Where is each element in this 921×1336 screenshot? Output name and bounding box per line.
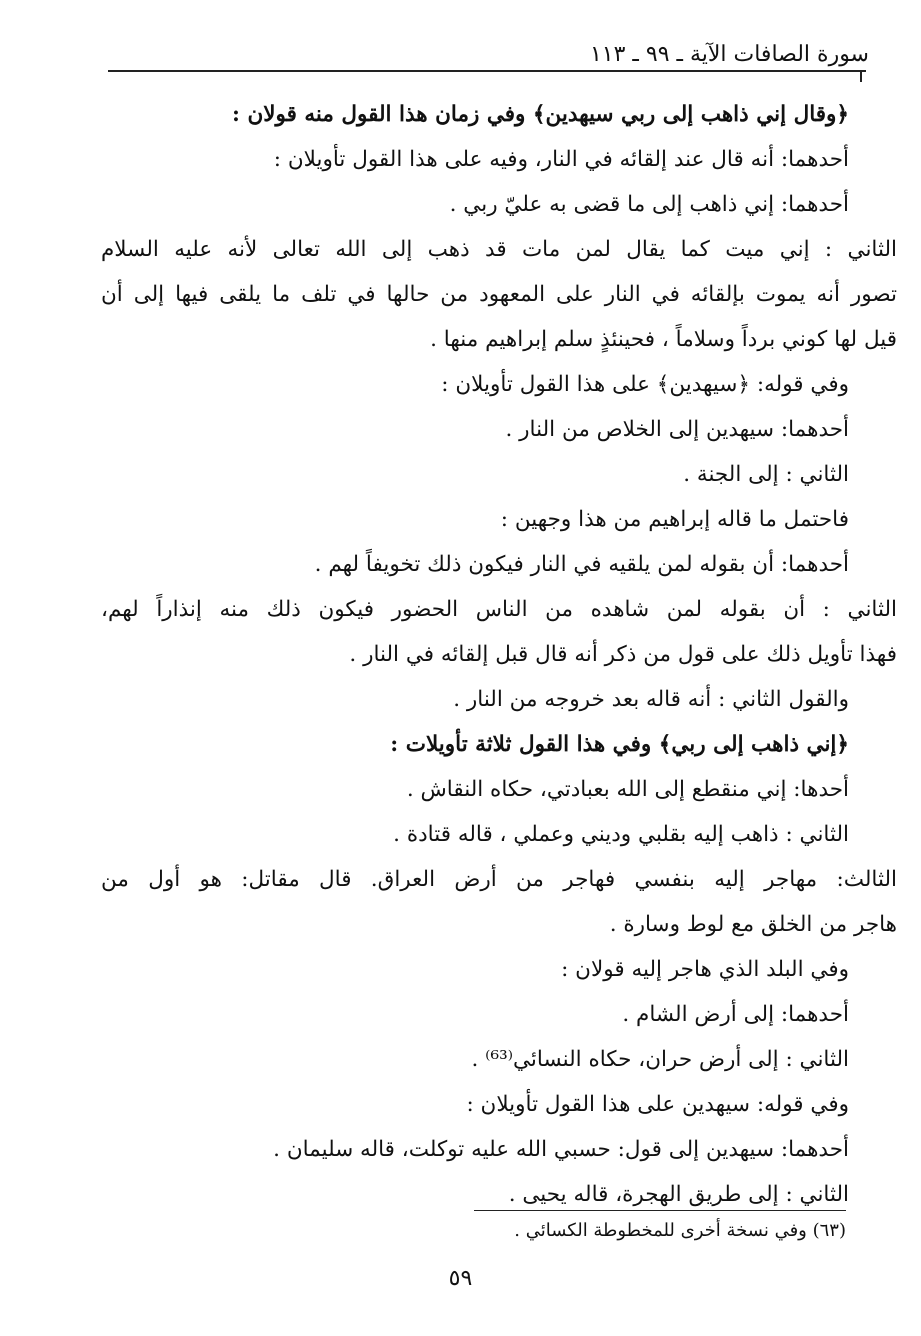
text-line-4: الثاني : إني ميت كما يقال لمن مات قد ذهب إلى الله تعالى لأنه عليه السلام — [101, 237, 897, 262]
text-line-23: وفي قوله: سيهدين على هذا القول تأويلان : — [466, 1092, 849, 1117]
text-line-12: الثاني : أن بقوله لمن شاهده من الناس الحضور فيكون ذلك منه إنذاراً لهم، — [101, 597, 897, 622]
text-line-13: فهذا تأويل ذلك على قول من ذكر أنه قال قبل إلقائه في النار . — [349, 642, 897, 667]
text-line-22: الثاني : إلى أرض حران، حكاه النسائي⁽⁶³⁾ . — [471, 1047, 849, 1072]
text-line-18: الثالث: مهاجر إليه بنفسي فهاجر من أرض العراق. قال مقاتل: هو أول من — [101, 867, 897, 892]
text-line-15: ﴿إني ذاهب إلى ربي﴾ وفي هذا القول ثلاثة تأويلات : — [390, 732, 849, 757]
footnote: (٦٣) وفي نسخة أخرى للمخطوطة الكسائي . — [514, 1220, 846, 1241]
text-line-17: الثاني : ذاهب إليه بقلبي وديني وعملي ، قاله قتادة . — [393, 822, 849, 847]
body-text — [101, 92, 897, 1217]
page-header-title: سورة الصافات الآية ـ ٩٩ ـ ١١٣ — [589, 42, 869, 67]
text-line-7: وفي قوله: ﴿سيهدين﴾ على هذا القول تأويلان : — [441, 372, 849, 397]
text-line-14: والقول الثاني : أنه قاله بعد خروجه من النار . — [453, 687, 849, 712]
text-line-8: أحدهما: سيهدين إلى الخلاص من النار . — [505, 417, 849, 442]
text-line-5: تصور أنه يموت بإلقائه في النار على المعهود من حالها في تلف ما يلقى فيها إلى أن — [101, 282, 897, 307]
text-line-9: الثاني : إلى الجنة . — [683, 462, 849, 487]
header-rule-tick — [860, 70, 862, 82]
text-line-25: الثاني : إلى طريق الهجرة، قاله يحيى . — [508, 1182, 849, 1207]
text-line-11: أحدهما: أن بقوله لمن يلقيه في النار فيكون ذلك تخويفاً لهم . — [314, 552, 849, 577]
text-line-19: هاجر من الخلق مع لوط وسارة . — [609, 912, 897, 937]
text-line-21: أحدهما: إلى أرض الشام . — [622, 1002, 849, 1027]
text-line-24: أحدهما: سيهدين إلى قول: حسبي الله عليه توكلت، قاله سليمان . — [273, 1137, 849, 1162]
page-number: ٥٩ — [448, 1266, 473, 1291]
text-line-1: ﴿وقال إني ذاهب إلى ربي سيهدين﴾ وفي زمان هذا القول منه قولان : — [232, 102, 849, 127]
header-rule — [108, 70, 866, 72]
text-line-2: أحدهما: أنه قال عند إلقائه في النار، وفيه على هذا القول تأويلان : — [273, 147, 849, 172]
text-line-10: فاحتمل ما قاله إبراهيم من هذا وجهين : — [500, 507, 849, 532]
text-line-6: قيل لها كوني برداً وسلاماً ، فحينئذٍ سلم إبراهيم منها . — [430, 327, 897, 352]
footnote-rule — [474, 1210, 846, 1211]
text-line-3: أحدهما: إني ذاهب إلى ما قضى به عليّ ربي . — [449, 192, 849, 217]
text-line-20: وفي البلد الذي هاجر إليه قولان : — [561, 957, 849, 982]
text-line-16: أحدها: إني منقطع إلى الله بعبادتي، حكاه النقاش . — [406, 777, 849, 802]
